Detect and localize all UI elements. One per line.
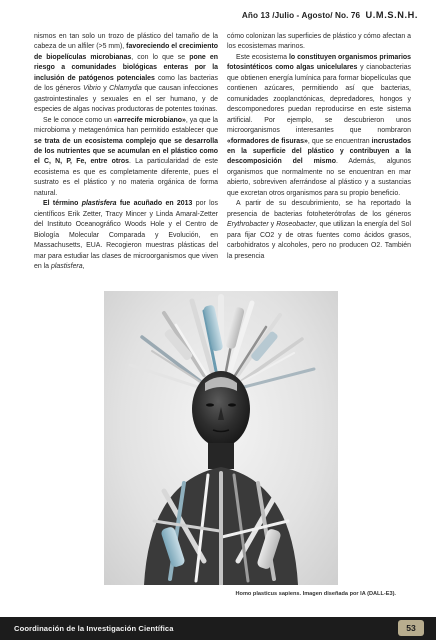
paragraph: Este ecosistema lo constituyen organismos primarios fotosintéticos como algas unicelulares y cianobacterias que obtienen energía lumínica para formar biopelículas que contienen azúcares, permitiendo así que bacterias, comunidades zooplanctónicas, depredadores, hongos y descomponedores puedan reproducirse en este sistema artificial. Por ejemplo, se descubrieron unos microorganismos interesantes que nombraron «formadores de fisuras», que se encuentran incrustados en la superficie del plástico y contribuyen a la descomposición del mismo. Además, algunos organismos que normalmente no se encuentran en mar abierto, sobreviven aferrándose al plástico y a sustancias que excretan otros organismos para su propio beneficio. <box>227 53 411 197</box>
paragraph: A partir de su descubrimiento, se ha reportado la presencia de bacterias fotoheterótrofas de los géneros Erythrobacter y Roseobacter, que utilizan la energía del Sol para fijar CO2 y de otras fuentes como ácidos grasos, carbohidratos y alcoholes, pero no producen O2. También la presencia <box>227 200 411 260</box>
figure-caption: Homo plasticus sapiens. Imagen diseñada por IA (DALL-E3). <box>235 591 396 597</box>
paragraph: cómo colonizan las superficies de plástico y cómo afectan a los ecosistemas marinos. <box>227 33 411 51</box>
paragraph: nismos en tan solo un trozo de plástico del tamaño de la cabeza de un alfiler (>5 mm), favoreciendo el crecimiento de biopelículas microbianas, con lo que se pone en riesgo a comunidades biológicas enteras por la inclusión de patógenos potenciales como las bacterias de los géneros Vibrio y Chlamydia que causan infecciones gastrointestinales y sexuales en el ser humano, y de especies de algas nocivas productoras de potentes toxinas. <box>34 33 219 114</box>
right-column <box>227 32 411 262</box>
paragraph: Se le conoce como un «arrecife microbiano», ya que la microbioma y metagenómica han permitido establecer que se trata de un ecosistema complejo que se desarrolla de los nutrientes que se acumulan en el plástico como el C, N, P, Fe, entre otros. La particularidad de este ecosistema es que es completamente diferente, pues el sustrato es el plástico y no materia orgánica de forma natural. <box>34 116 219 197</box>
page-number-badge: 53 <box>398 620 424 636</box>
running-header <box>242 10 418 20</box>
institution-name: U.M.S.N.H. <box>365 10 418 20</box>
plastic-head-illustration <box>104 291 338 585</box>
footer-label: Coordinación de la Investigación Científica <box>14 624 174 633</box>
issue-info: Año 13 /Julio - Agosto/ No. 76 <box>241 11 361 20</box>
left-column <box>34 32 218 272</box>
paragraph: El término plastisfera fue acuñado en 2013 por los científicos Erik Zetter, Tracy Mincer y Linda Amaral-Zetter del Instituto Oceanográfico Woods Hole y el Centro de Biología Molecular Comparada y Evolución, en Massachusetts, EUA. Recogieron muestras plásticas del mar para estudiar las clases de microorganismos que viven en la plastisfera, <box>34 200 218 270</box>
article-illustration <box>104 291 338 585</box>
neck-shape <box>208 443 234 469</box>
page-footer <box>0 617 436 640</box>
